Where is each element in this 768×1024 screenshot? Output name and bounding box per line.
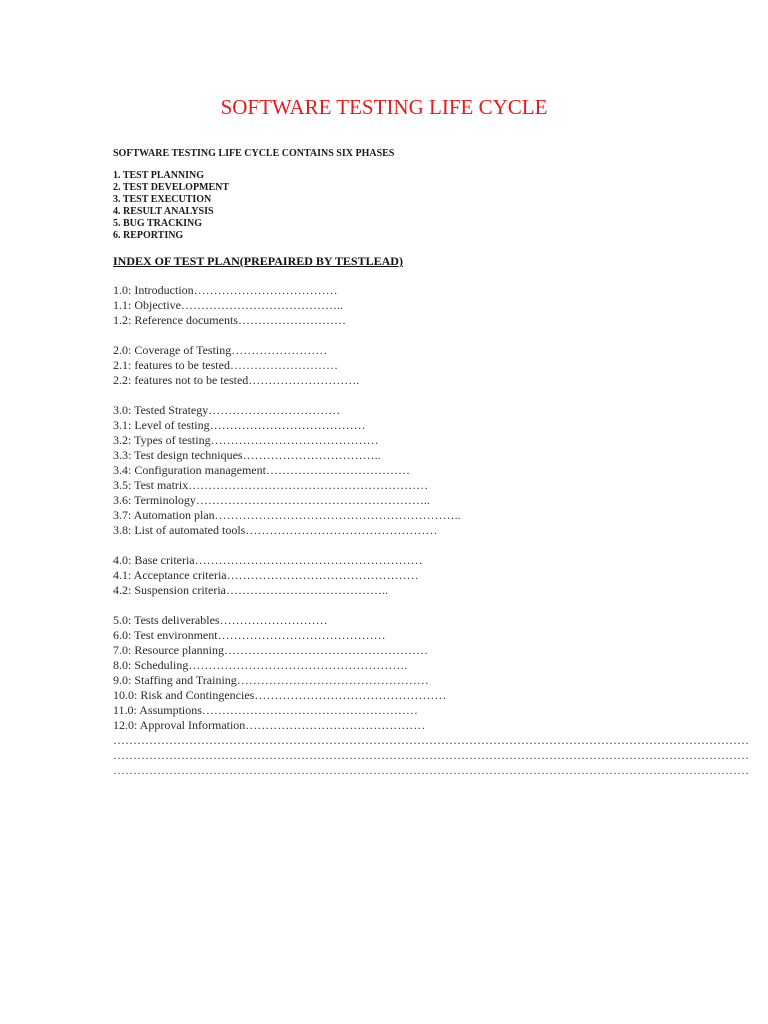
toc-item: 3.5: Test matrix…………………………………………………… (113, 478, 429, 492)
toc-item: 4.1: Acceptance criteria………………………………………… (113, 568, 419, 582)
phase-item: 2. TEST DEVELOPMENT (113, 182, 230, 193)
toc-item: 6.0: Test environment…………………………………… (113, 628, 386, 642)
toc-item: 3.4: Configuration management……………………………… (113, 463, 410, 477)
toc-item: 8.0: Scheduling………………………………………………. (113, 658, 408, 672)
index-heading: INDEX OF TEST PLAN(PREPAIRED BY TESTLEAD) (113, 254, 403, 268)
toc-item: 3.3: Test design techniques…………………………….. (113, 448, 381, 462)
phases-list (113, 170, 229, 242)
phases-intro: SOFTWARE TESTING LIFE CYCLE CONTAINS SIX PHASES (113, 148, 395, 159)
phase-item: 5. BUG TRACKING (113, 218, 202, 229)
toc-item: 1.2: Reference documents……………………… (113, 313, 346, 327)
toc-item: 3.1: Level of testing………………………………… (113, 418, 366, 432)
toc-item: 12.0: Approval Information……………………………………… (113, 718, 426, 732)
section-gap (113, 538, 653, 553)
toc-item: 3.7: Automation plan…………………………………………………….. (113, 508, 461, 522)
toc-item: 3.2: Types of testing…………………………………… (113, 433, 379, 447)
toc-item: 10.0: Risk and Contingencies………………………………………… (113, 688, 447, 702)
toc-item: 2.2: features not to be tested………………………. (113, 373, 360, 387)
dotted-fill-line: …………………………………………………………………………………………………………………………………………… (113, 733, 749, 747)
toc-item: 4.2: Suspension criteria………………………………….. (113, 583, 388, 597)
toc-item: 5.0: Tests deliverables……………………… (113, 613, 328, 627)
dotted-fill-line: …………………………………………………………………………………………………………………………………………… (113, 763, 749, 777)
toc-item: 3.6: Terminology………………………………………………….. (113, 493, 430, 507)
section-gap (113, 328, 653, 343)
phase-item: 3. TEST EXECUTION (113, 194, 212, 205)
toc-item: 1.0: Introduction……………………………… (113, 283, 338, 297)
document-title: SOFTWARE TESTING LIFE CYCLE (220, 95, 548, 119)
table-of-contents (113, 283, 749, 778)
phase-item: 4. RESULT ANALYSIS (113, 206, 214, 217)
toc-item: 4.0: Base criteria………………………………………………… (113, 553, 423, 567)
toc-item: 9.0: Staffing and Training………………………………………… (113, 673, 429, 687)
toc-item: 1.1: Objective………………………………….. (113, 298, 343, 312)
toc-item: 2.1: features to be tested……………………… (113, 358, 338, 372)
section-gap (113, 598, 653, 613)
section-gap (113, 388, 653, 403)
toc-item: 2.0: Coverage of Testing…………………… (113, 343, 328, 357)
toc-item: 3.8: List of automated tools………………………………………… (113, 523, 438, 537)
dotted-fill-line: …………………………………………………………………………………………………………………………………………… (113, 748, 749, 762)
phase-item: 6. REPORTING (113, 230, 184, 241)
toc-item: 11.0: Assumptions……………………………………………… (113, 703, 418, 717)
toc-item: 3.0: Tested Strategy…………………………… (113, 403, 341, 417)
toc-item: 7.0: Resource planning…………………………………………… (113, 643, 428, 657)
phase-item: 1. TEST PLANNING (113, 170, 205, 181)
